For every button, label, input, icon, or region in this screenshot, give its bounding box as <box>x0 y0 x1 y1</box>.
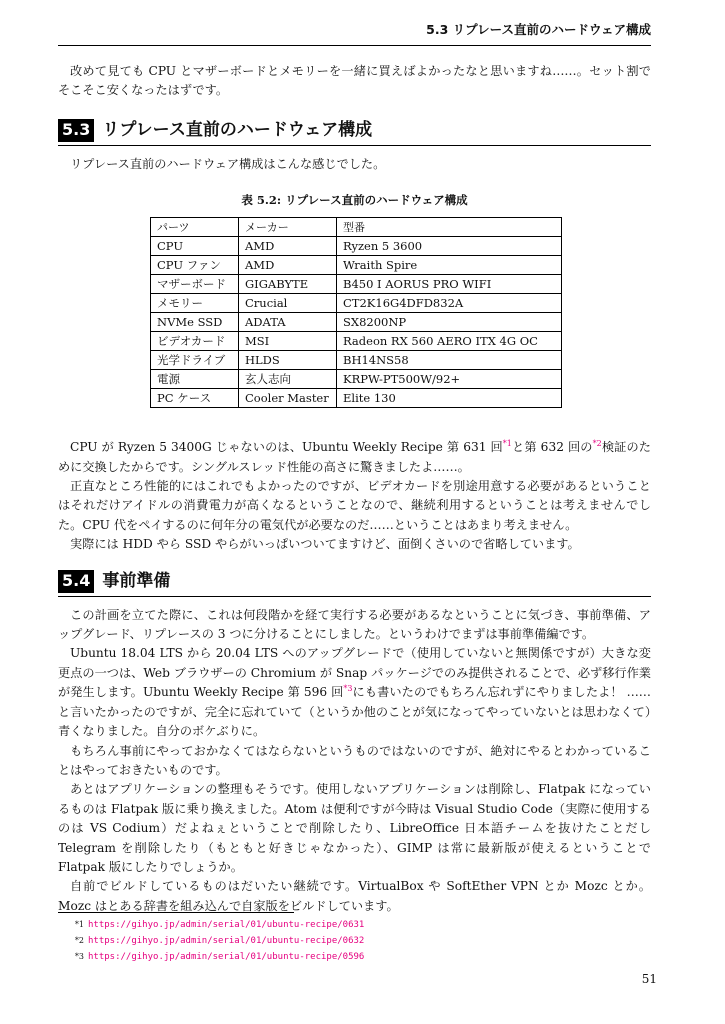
intro-paragraph: 改めて見ても CPU とマザーボードとメモリーを一緒に買えばよかったなと思いますね……。セット割でそこそこ安くなったはずです。 <box>58 64 651 98</box>
paragraph-storage: 実際には HDD やら SSD やらがいっぱいついてますけど、面倒くさいので省略しています。 <box>70 537 580 552</box>
table-row <box>151 332 562 351</box>
header-parts: パーツ <box>151 218 239 237</box>
section-title: 事前準備 <box>102 571 171 592</box>
cell-part: PC ケース <box>151 389 239 408</box>
page-number: 51 <box>641 972 657 986</box>
section-number: 5.4 <box>58 570 94 593</box>
cell-part: CPU ファン <box>151 256 239 275</box>
page-content <box>58 62 651 916</box>
footnote-3 <box>58 949 658 965</box>
footnote-link[interactable]: https://gihyo.jp/admin/serial/01/ubuntu-recipe/0631 <box>88 920 365 930</box>
paragraph-plan: この計画を立てた際に、これは何段階かを経て実行する必要があるなということに気づき、事前準備、アップグレード、リプレースの 3 つに分けることにしました。というわけでまずは事前準備編です。 <box>58 607 651 642</box>
footnote-mark: *2 <box>74 936 84 945</box>
footnote-rule <box>58 912 294 913</box>
table-row <box>151 313 562 332</box>
text-fragment: Ubuntu 18.04 LTS から 20.04 LTS へのアップグレードで（使用していないと無関係ですが）大きな変更点の一つは、Web ブラウザーの Chromium が Snap パッケージでのみ提供されることで、必ず移行作業が発生します。Ubuntu Weekly Recipe 第 596 回 <box>58 646 651 700</box>
text-fragment: CPU が Ryzen 5 3400G じゃないのは、Ubuntu Weekly Recipe 第 631 回 <box>70 440 503 455</box>
footnote-ref-2[interactable]: *2 <box>592 439 602 449</box>
paragraph-performance: 正直なところ性能的にはこれでもよかったのですが、ビデオカードを別途用意する必要があるということはそれだけアイドルの消費電力が高くなるということなので、継続利用するということは考えませんでした。CPU 代をペイするのに何年分の電気代が必要なのだ……ということはあまり考えません。 <box>58 479 651 532</box>
cell-maker: AMD <box>239 256 337 275</box>
cell-maker: HLDS <box>239 351 337 370</box>
cell-model: Ryzen 5 3600 <box>337 237 562 256</box>
cell-model: Radeon RX 560 AERO ITX 4G OC <box>337 332 562 351</box>
text-fragment: 検証のために交換したからです。シングルスレッド性能の高さに驚きましたよ……。 <box>58 440 651 474</box>
cell-maker: ADATA <box>239 313 337 332</box>
table-header-row <box>151 218 562 237</box>
table-row <box>151 237 562 256</box>
footnote-2 <box>58 933 658 949</box>
cell-model: CT2K16G4DFD832A <box>337 294 562 313</box>
cell-maker: 玄人志向 <box>239 370 337 389</box>
footnote-mark: *3 <box>74 952 84 961</box>
footnotes <box>58 917 658 965</box>
cell-maker: Cooler Master <box>239 389 337 408</box>
cell-model: Wraith Spire <box>337 256 562 275</box>
table-caption: 表 5.2: リプレース直前のハードウェア構成 <box>241 193 468 208</box>
paragraph-cpu-note <box>58 438 651 477</box>
table-row <box>151 256 562 275</box>
cell-maker: AMD <box>239 237 337 256</box>
table-row <box>151 389 562 408</box>
footnote-link[interactable]: https://gihyo.jp/admin/serial/01/ubuntu-recipe/0632 <box>88 936 365 946</box>
paragraph-prepare: もちろん事前にやっておかなくてはならないというものではないのですが、絶対にやるとわかっていることはやっておきたいものです。 <box>58 743 651 777</box>
cell-part: NVMe SSD <box>151 313 239 332</box>
section-number: 5.3 <box>58 119 94 142</box>
cell-model: BH14NS58 <box>337 351 562 370</box>
table-row <box>151 275 562 294</box>
hardware-table <box>150 217 562 408</box>
cell-part: マザーボード <box>151 275 239 294</box>
cell-part: 電源 <box>151 370 239 389</box>
cell-model: KRPW-PT500W/92+ <box>337 370 562 389</box>
cell-part: メモリー <box>151 294 239 313</box>
footnote-1 <box>58 917 658 933</box>
header-maker: メーカー <box>239 218 337 237</box>
paragraph-apps: あとはアプリケーションの整理もそうです。使用しないアプリケーションは削除し、Flatpak になっているものは Flatpak 版に乗り換えました。Atom は便利ですが今時は Visual Studio Code（実際に使用するのは VS Codium）だよねぇということで削除したり、LibreOffice 日本語チームを抜けたことだし Telegram を削除したり（もともと好きじゃなかった）、GIMP は常に最新版が使えるということで Flatpak 版にしたりでしょうか。 <box>58 782 651 874</box>
cell-part: CPU <box>151 237 239 256</box>
table-row <box>151 370 562 389</box>
cell-model: SX8200NP <box>337 313 562 332</box>
table-row <box>151 351 562 370</box>
paragraph-chromium <box>58 644 651 741</box>
text-fragment: にも書いたのでもちろん忘れずにやりましたよ！ ……と言いたかったのですが、完全に忘れていて（というか他のことが気になってやっていないとは思わなくて）青くなりました。自分のボケぶりに。 <box>58 685 651 739</box>
cell-part: ビデオカード <box>151 332 239 351</box>
cell-maker: Crucial <box>239 294 337 313</box>
section-intro: リプレース直前のハードウェア構成はこんな感じでした。 <box>70 156 386 171</box>
cell-part: 光学ドライブ <box>151 351 239 370</box>
text-fragment: と第 632 回の <box>511 440 593 455</box>
section-heading-5-4 <box>58 570 651 597</box>
footnote-mark: *1 <box>74 920 84 929</box>
section-heading-5-3 <box>58 119 651 146</box>
cell-maker: GIGABYTE <box>239 275 337 294</box>
cell-maker: MSI <box>239 332 337 351</box>
section-title: リプレース直前のハードウェア構成 <box>102 120 373 141</box>
footnote-link[interactable]: https://gihyo.jp/admin/serial/01/ubuntu-recipe/0596 <box>88 952 365 962</box>
paragraph-builds: 自前でビルドしているものはだいたい継続です。VirtualBox や SoftEther VPN とか Mozc とか。Mozc はとある辞書を組み込んで自家版をビルドしています。 <box>58 879 651 913</box>
cell-model: B450 I AORUS PRO WIFI <box>337 275 562 294</box>
footnote-ref-3[interactable]: *3 <box>343 684 353 694</box>
header-model: 型番 <box>337 218 562 237</box>
footnote-ref-1[interactable]: *1 <box>502 439 512 449</box>
cell-model: Elite 130 <box>337 389 562 408</box>
running-head: 5.3 リプレース直前のハードウェア構成 <box>58 20 651 46</box>
table-row <box>151 294 562 313</box>
